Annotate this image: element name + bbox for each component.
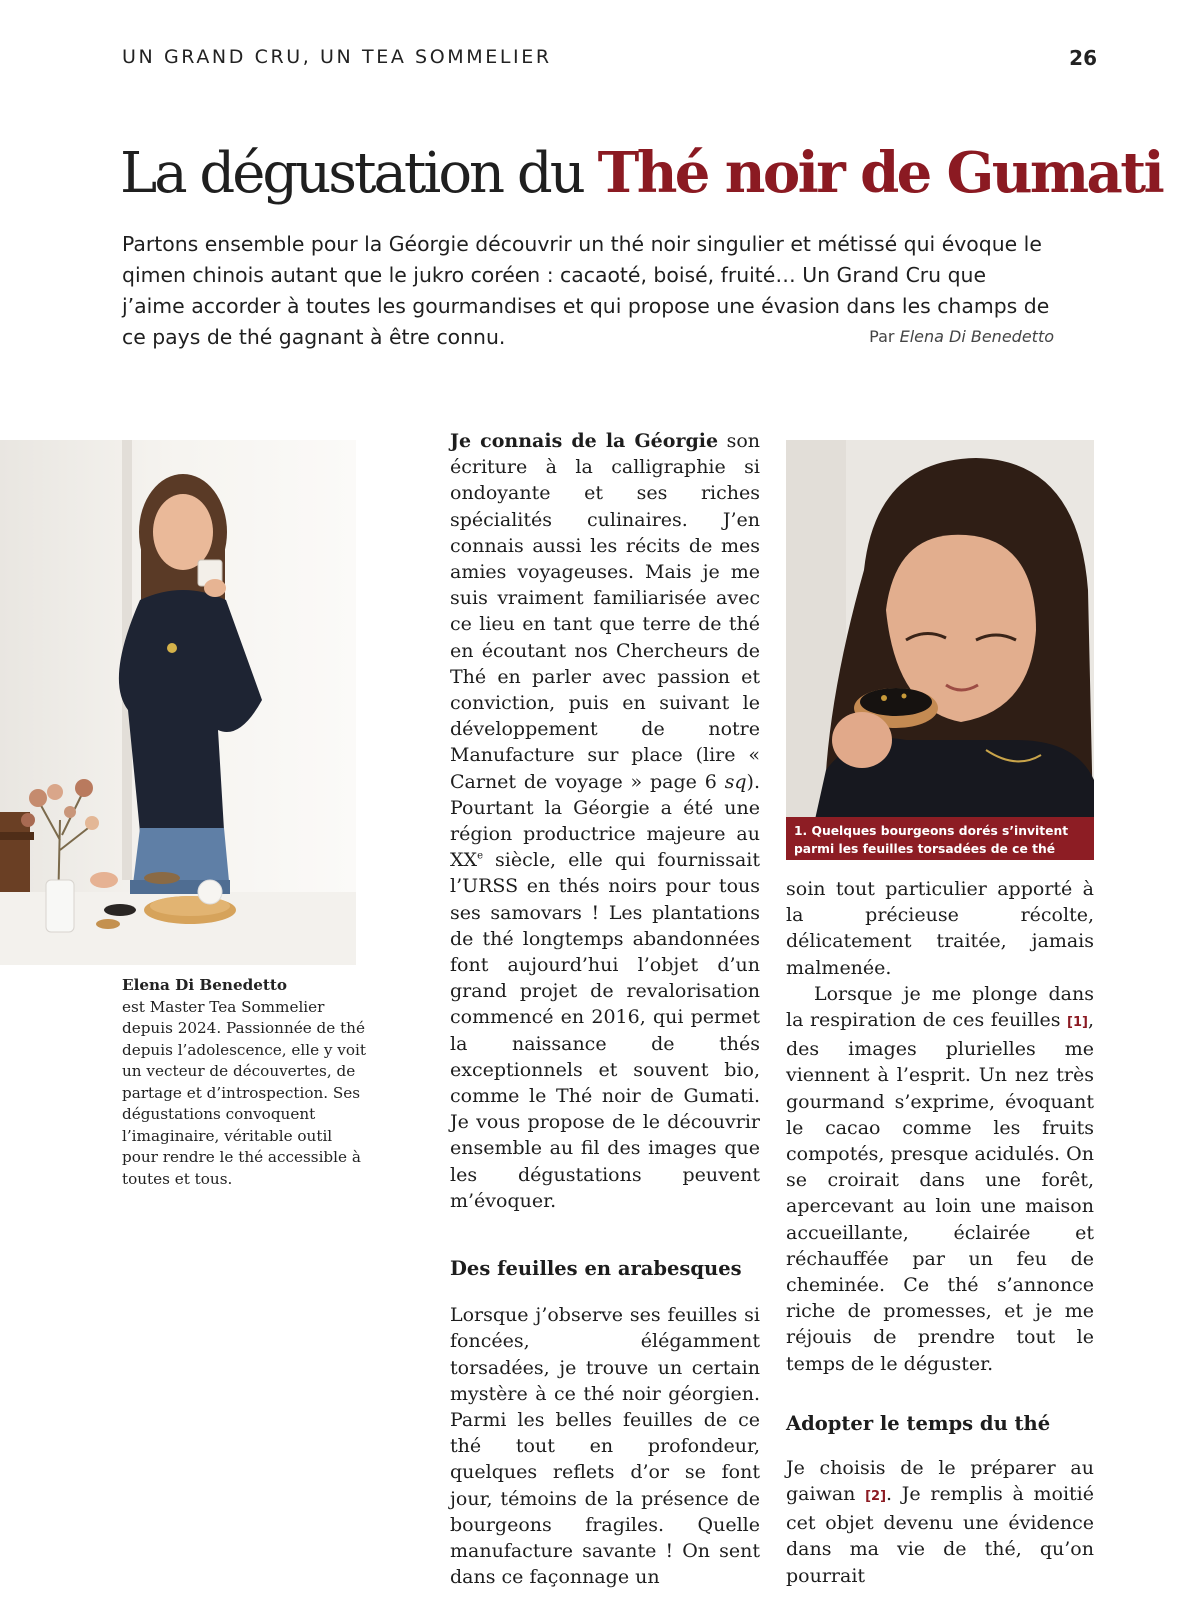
- subhead-arabesques: Des feuilles en arabesques: [450, 1257, 742, 1281]
- paragraph-text: ). Pourtant la Géorgie a été une région productrice majeure au XX: [450, 770, 760, 872]
- paragraph-text: Je choisis de le préparer au gaiwan: [786, 1456, 1094, 1506]
- paragraph-italic: sq: [724, 770, 747, 793]
- title-plain: La dégustation du: [120, 141, 598, 206]
- figure-ref-2: [2]: [865, 1489, 887, 1505]
- body-column-right: [786, 876, 1094, 1589]
- body-column-middle: [450, 428, 760, 1590]
- byline-author: Elena Di Benedetto: [899, 327, 1054, 346]
- byline-prefix: Par: [869, 327, 900, 346]
- byline: [869, 327, 1054, 346]
- paragraph-text: siècle, elle qui fournissait l’URSS en thés noirs pour tous ses samovars ! Les plantations de thé longtemps abandonnées font aujourd’hui l’objet d’un grand projet de revalorisation commencé en 2016, qui permet la naissance de thés exceptionnels et souvent bio, comme le Thé noir de Gumati. Je vous propose de le découvrir ensemble au fil des images que les dégustations peuvent m’évoquer.: [450, 849, 760, 1212]
- photo-caption: 1. Quelques bourgeons dorés s’invitent parmi les feuilles torsadées de ce thé noir.: [786, 817, 1094, 860]
- author-bio: [122, 975, 367, 1190]
- paragraph-leaves: Lorsque j’observe ses feuilles si foncées, élégamment torsadées, je trouve un certain mystère à ce thé noir géorgien. Parmi les belles feuilles de ce thé tout en profondeur, quelques reflets d’or se font jour, témoins de la présence de bourgeons fragiles. Quelle manufacture savante ! On sent dans ce façonnage un: [450, 1304, 760, 1589]
- paragraph-text: Lorsque je me plonge dans la respiration de ces feuilles: [786, 982, 1094, 1032]
- bio-text: est Master Tea Sommelier depuis 2024. Passionnée de thé depuis l’adolescence, elle y voit un vecteur de découvertes, de partage et d’introspection. Ses dégustations convoquent l’imaginaire, véritable outil pour rendre le thé accessible à toutes et tous.: [122, 997, 366, 1188]
- page-number: 26: [1069, 46, 1097, 70]
- paragraph-lead: Je connais de la Géorgie: [450, 430, 719, 452]
- photo-sommelier-smelling-tea: [786, 440, 1094, 860]
- paragraph-gaiwan: [786, 1455, 1094, 1589]
- paragraph-text: . Je remplis à moitié cet objet devenu une évidence dans ma vie de thé, qu’on pourrait: [786, 1483, 1094, 1587]
- paragraph-text: son écriture à la calligraphie si ondoyante et ses riches spécialités culinaires. J’en connais aussi les récits de mes amies voyageuses. Mais je me suis vraiment familiarisée avec ce lieu en tant que terre de thé en écoutant nos Chercheurs de Thé en parler avec passion et conviction, puis en suivant le développement de notre Manufacture sur place (lire « Carnet de voyage » page 6: [450, 430, 761, 793]
- paragraph-continuation: soin tout particulier apporté à la précieuse récolte, délicatement traitée, jamais malmenée.: [786, 878, 1094, 979]
- running-head: UN GRAND CRU, UN TEA SOMMELIER: [122, 46, 552, 68]
- subhead-temps-du-the: Adopter le temps du thé: [786, 1411, 1051, 1435]
- photo-sommelier-standing: [0, 440, 356, 965]
- article-intro: Partons ensemble pour la Géorgie découvrir un thé noir singulier et métissé qui évoque le qimen chinois autant que le jukro coréen : cacaoté, boisé, fruité… Un Grand Cru que j’aime accorder à toutes les gourmandises et qui propose une évasion dans les champs de ce pays de thé gagnant à être connu.: [122, 232, 1050, 349]
- paragraph-aroma: [786, 981, 1094, 1377]
- paragraph-text: , des images plurielles me viennent à l’esprit. Un nez très gourmand s’exprime, évoquant le cacao comme les fruits compotés, presque acidulés. On se croirait dans une forêt, apercevant au loin une maison accueillante, éclairée et réchauffée par un feu de cheminée. Ce thé s’annonce riche de promesses, et je me réjouis de prendre tout le temps de le déguster.: [786, 1009, 1094, 1375]
- bio-name: Elena Di Benedetto: [122, 976, 288, 994]
- figure-ref-1: [1]: [1067, 1015, 1088, 1031]
- superscript: e: [477, 850, 483, 862]
- title-accent: Thé noir de Gumati: [597, 140, 1163, 206]
- paragraph-intro: [450, 428, 760, 1214]
- article-title: [120, 140, 1163, 206]
